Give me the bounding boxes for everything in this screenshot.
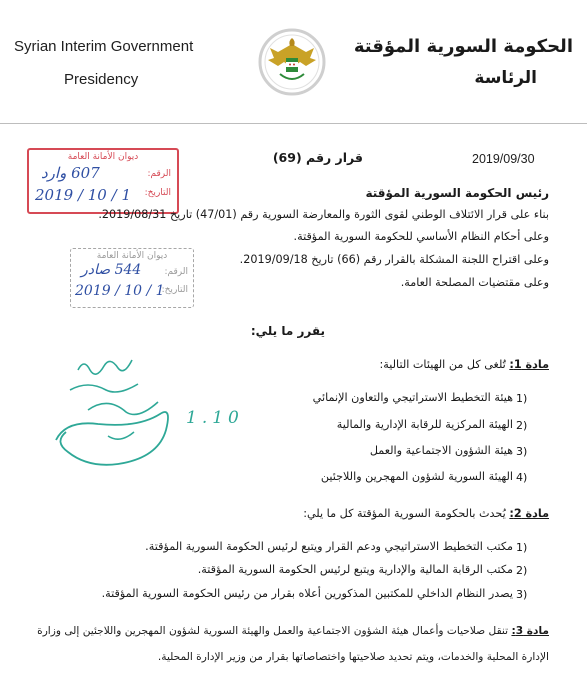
list-number: 1) — [516, 392, 528, 405]
list-number: 1) — [516, 541, 528, 554]
list-number: 4) — [516, 471, 528, 484]
presidency-en: Presidency — [64, 71, 139, 88]
stamp-header: ديوان الأمانة العامة — [96, 251, 168, 261]
preamble-line: وعلى أحكام النظام الأساسي للحكومة السورية المؤقتة. — [293, 230, 549, 243]
government-name-ar: الحكومة السورية المؤقتة — [353, 36, 573, 57]
article-text: تنقل صلاحيات وأعمال هيئة الشؤون الاجتماعية والعمل والهيئة السورية لشؤون المهجرين واللاجئين إلى وزارة — [37, 625, 509, 637]
list-item: هيئة الشؤون الاجتماعية والعمل — [369, 444, 513, 457]
list-item: الهيئة السورية لشؤون المهجرين واللاجئين — [320, 470, 513, 483]
stamp-date-label: التاريخ: — [144, 188, 171, 198]
stamp-header: ديوان الأمانة العامة — [67, 152, 139, 162]
handwritten-note: 1.10 — [186, 408, 244, 428]
stamp-date-value: 2019 / 10 / 1 — [75, 283, 165, 299]
article-2 — [303, 507, 549, 520]
article-text: تُلغى كل من الهيئات التالية: — [379, 358, 506, 371]
list-item: الهيئة المركزية للرقابة الإدارية والمالية — [336, 418, 513, 431]
handwritten-signature — [48, 340, 198, 490]
header-divider — [0, 123, 587, 124]
article-label: مادة 2: — [509, 507, 549, 520]
list-number: 2) — [516, 564, 528, 577]
decision-title: قرار رقم (69) — [272, 150, 363, 165]
stamp-date-label: التاريخ: — [161, 285, 188, 295]
preamble-line: وعلى مقتضيات المصلحة العامة. — [400, 276, 549, 289]
article-text: يُحدث بالحكومة السورية المؤقتة كل ما يلي: — [303, 507, 506, 520]
decision-date: 2019/09/30 — [472, 152, 535, 166]
list-number: 3) — [516, 588, 528, 601]
outgoing-stamp — [70, 248, 194, 308]
addressee: رئيس الحكومة السورية المؤقتة — [365, 186, 549, 200]
stamp-number-value: 607 وارد — [41, 164, 100, 182]
presidency-ar: الرئاسة — [474, 68, 537, 88]
article-label: مادة 3: — [511, 625, 549, 637]
preamble-line: وعلى اقتراح اللجنة المشكلة بالقرار رقم (66) تاريخ 2019/09/18. — [239, 253, 549, 266]
eagle-emblem-icon — [258, 28, 326, 96]
preamble-line: بناء على قرار الائتلاف الوطني لقوى الثورة والمعارضة السورية رقم (47/01) تاريخ 2019/08/31. — [98, 208, 549, 221]
stamp-date-value: 2019 / 10 / 1 — [35, 186, 131, 204]
article-1 — [379, 358, 549, 371]
list-number: 3) — [516, 445, 528, 458]
decides-heading: يقرر ما يلي: — [250, 324, 325, 338]
stamp-number-label: الرقم: — [164, 267, 188, 277]
list-item: مكتب التخطيط الاستراتيجي ودعم القرار ويتبع لرئيس الحكومة السورية المؤقتة. — [145, 540, 513, 553]
list-item: هيئة التخطيط الاستراتيجي والتعاون الإنمائي — [312, 391, 513, 404]
incoming-stamp — [27, 148, 179, 214]
article-3 — [37, 625, 549, 637]
list-item: يصدر النظام الداخلي للمكتبين المذكورين أعلاه بقرار من رئيس الحكومة السورية المؤقتة. — [101, 587, 513, 600]
article-label: مادة 1: — [509, 358, 549, 371]
stamp-number-value: 544 صادر — [81, 262, 142, 278]
article-3-continuation: الإدارة المحلية والخدمات، ويتم تحديد صلاحيتها واختصاصاتها بقرار من وزير الإدارة المحلية. — [157, 651, 549, 663]
list-number: 2) — [516, 419, 528, 432]
stamp-number-label: الرقم: — [147, 169, 171, 179]
list-item: مكتب الرقابة المالية والإدارية ويتبع لرئيس الحكومة السورية المؤقتة. — [197, 563, 513, 576]
government-name-en: Syrian Interim Government — [14, 38, 194, 55]
